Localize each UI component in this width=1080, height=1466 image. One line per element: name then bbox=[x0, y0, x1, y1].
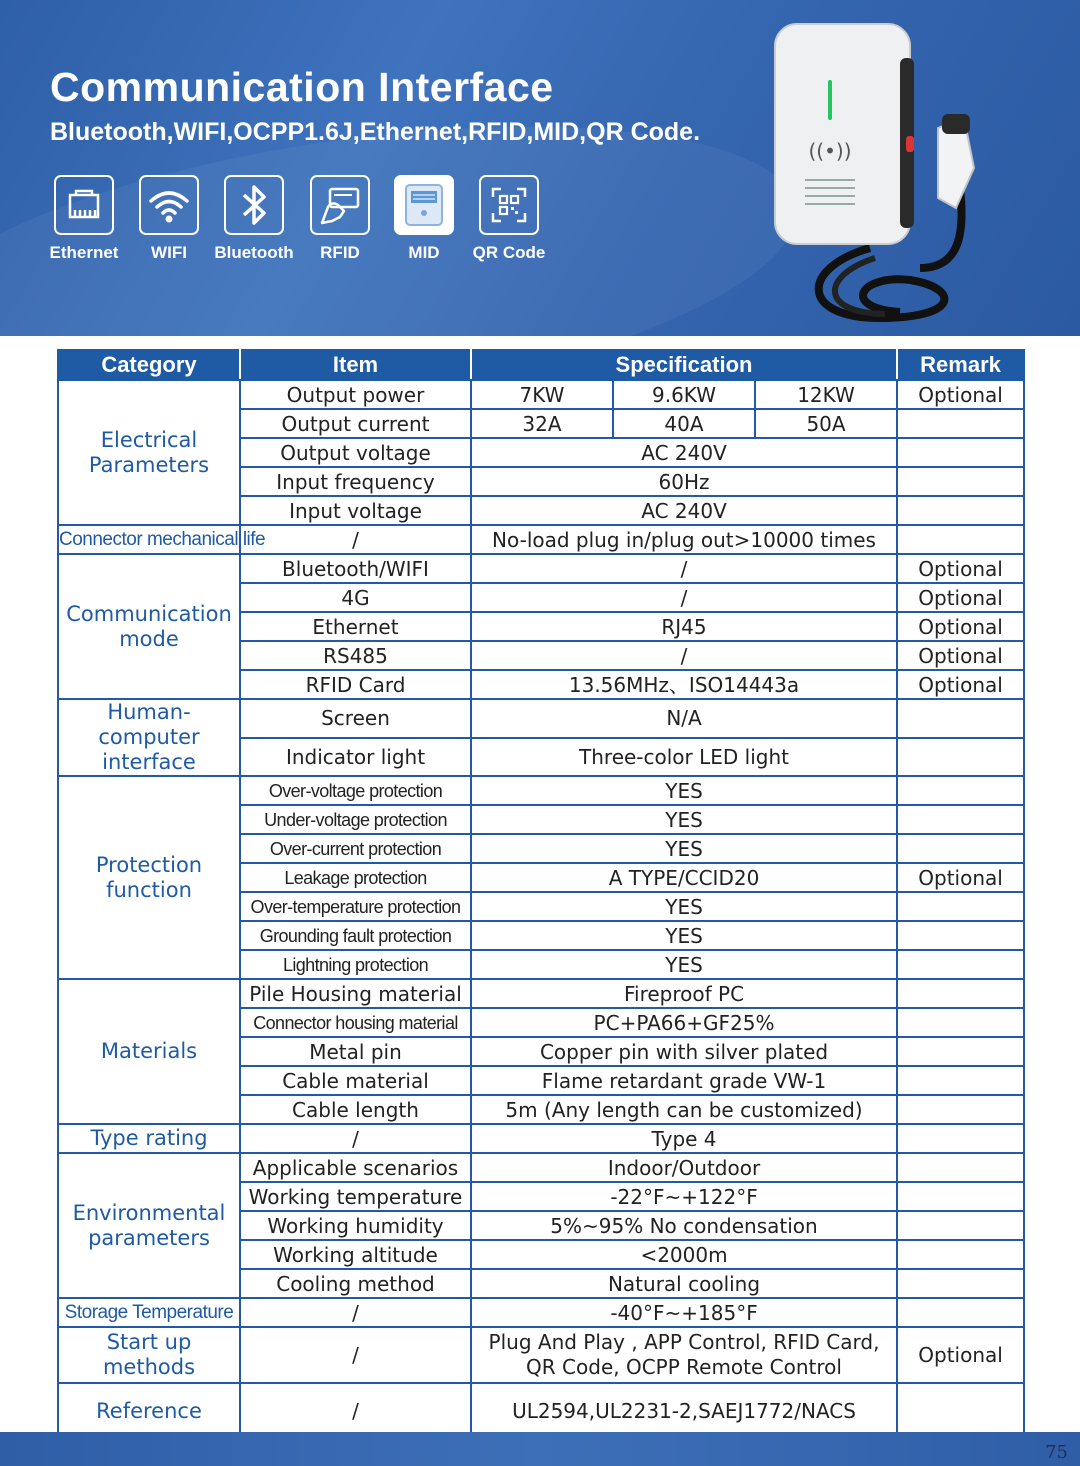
remark-cell bbox=[897, 892, 1024, 921]
remark-cell bbox=[897, 409, 1024, 438]
category-cell: Environmental parameters bbox=[58, 1153, 240, 1298]
spec-cell: Three-color LED light bbox=[471, 738, 897, 777]
remark-cell bbox=[897, 1240, 1024, 1269]
item-cell: Over-voltage protection bbox=[240, 776, 471, 805]
interface-mid bbox=[384, 175, 464, 263]
spec-cell: / bbox=[471, 583, 897, 612]
remark-cell bbox=[897, 525, 1024, 554]
qr-code-icon bbox=[479, 175, 539, 235]
remark-cell bbox=[897, 1124, 1024, 1153]
category-cell: Reference bbox=[58, 1383, 240, 1439]
remark-cell: Optional bbox=[897, 670, 1024, 699]
spec-cell: 13.56MHz、ISO14443a bbox=[471, 670, 897, 699]
spec-cell: / bbox=[471, 554, 897, 583]
remark-cell bbox=[897, 1269, 1024, 1298]
table-row bbox=[58, 525, 1024, 554]
remark-cell: Optional bbox=[897, 380, 1024, 409]
remark-cell bbox=[897, 1066, 1024, 1095]
spec-cell: <2000m bbox=[471, 1240, 897, 1269]
ethernet-icon bbox=[54, 175, 114, 235]
item-cell: Cable length bbox=[240, 1095, 471, 1124]
spec-cell: AC 240V bbox=[471, 496, 897, 525]
remark-cell bbox=[897, 699, 1024, 738]
header-remark: Remark bbox=[897, 350, 1024, 380]
remark-cell bbox=[897, 1383, 1024, 1439]
spec-cell: Copper pin with silver plated bbox=[471, 1037, 897, 1066]
item-cell: Output current bbox=[240, 409, 471, 438]
interface-rfid bbox=[300, 175, 380, 263]
remark-cell bbox=[897, 496, 1024, 525]
spec-cell: PC+PA66+GF25% bbox=[471, 1008, 897, 1037]
table-row bbox=[58, 699, 1024, 738]
item-cell: Working temperature bbox=[240, 1182, 471, 1211]
interface-qr bbox=[469, 175, 549, 263]
spec-cell: YES bbox=[471, 892, 897, 921]
remark-cell bbox=[897, 834, 1024, 863]
table-row bbox=[58, 776, 1024, 805]
spec-cell: YES bbox=[471, 776, 897, 805]
header-item: Item bbox=[240, 350, 471, 380]
interface-bluetooth bbox=[214, 175, 294, 263]
item-cell: Working humidity bbox=[240, 1211, 471, 1240]
footer-bar bbox=[0, 1432, 1080, 1466]
item-cell: Connector housing material bbox=[240, 1008, 471, 1037]
spec-cell: -40°F~+185°F bbox=[471, 1298, 897, 1327]
spec-cell: Natural cooling bbox=[471, 1269, 897, 1298]
item-cell: RFID Card bbox=[240, 670, 471, 699]
table-header-row bbox=[58, 350, 1024, 380]
remark-cell bbox=[897, 1153, 1024, 1182]
category-cell: Electrical Parameters bbox=[58, 380, 240, 525]
remark-cell: Optional bbox=[897, 612, 1024, 641]
header-category: Category bbox=[58, 350, 240, 380]
rfid-card-icon bbox=[310, 175, 370, 235]
category-cell: Protection function bbox=[58, 776, 240, 979]
spec-cell: YES bbox=[471, 921, 897, 950]
mid-meter-icon bbox=[394, 175, 454, 235]
item-cell: / bbox=[240, 525, 471, 554]
remark-cell bbox=[897, 921, 1024, 950]
spec-cell: Flame retardant grade VW-1 bbox=[471, 1066, 897, 1095]
table-row bbox=[58, 1383, 1024, 1439]
table-row bbox=[58, 979, 1024, 1008]
item-cell: Bluetooth/WIFI bbox=[240, 554, 471, 583]
remark-cell bbox=[897, 1298, 1024, 1327]
remark-cell bbox=[897, 438, 1024, 467]
item-cell: Lightning protection bbox=[240, 950, 471, 979]
interface-label: Ethernet bbox=[49, 243, 119, 262]
interface-label: Bluetooth bbox=[214, 243, 294, 262]
spec-cell: Type 4 bbox=[471, 1124, 897, 1153]
table-row bbox=[58, 1124, 1024, 1153]
spec-cell: 50A bbox=[755, 409, 897, 438]
spec-cell: No-load plug in/plug out>10000 times bbox=[471, 525, 897, 554]
interface-wifi bbox=[129, 175, 209, 263]
spec-cell: -22°F~+122°F bbox=[471, 1182, 897, 1211]
item-cell: Input voltage bbox=[240, 496, 471, 525]
header-banner bbox=[0, 0, 1080, 336]
spec-cell: 5m (Any length can be customized) bbox=[471, 1095, 897, 1124]
item-cell: Screen bbox=[240, 699, 471, 738]
ev-charger-image bbox=[760, 18, 1070, 330]
bluetooth-icon bbox=[224, 175, 284, 235]
remark-cell bbox=[897, 805, 1024, 834]
item-cell: Leakage protection bbox=[240, 863, 471, 892]
remark-cell bbox=[897, 1095, 1024, 1124]
item-cell: Grounding fault protection bbox=[240, 921, 471, 950]
item-cell: Over-current protection bbox=[240, 834, 471, 863]
remark-cell: Optional bbox=[897, 583, 1024, 612]
table-row bbox=[58, 1153, 1024, 1182]
remark-cell: Optional bbox=[897, 554, 1024, 583]
remark-cell: Optional bbox=[897, 1327, 1024, 1383]
spec-cell: 5%~95% No condensation bbox=[471, 1211, 897, 1240]
spec-cell: Fireproof PC bbox=[471, 979, 897, 1008]
category-cell: Start up methods bbox=[58, 1327, 240, 1383]
spec-cell: 7KW bbox=[471, 380, 613, 409]
remark-cell bbox=[897, 979, 1024, 1008]
remark-cell bbox=[897, 1008, 1024, 1037]
remark-cell bbox=[897, 776, 1024, 805]
specification-table bbox=[57, 349, 1025, 1440]
spec-cell: RJ45 bbox=[471, 612, 897, 641]
remark-cell bbox=[897, 1211, 1024, 1240]
remark-cell bbox=[897, 950, 1024, 979]
spec-cell: YES bbox=[471, 834, 897, 863]
item-cell: / bbox=[240, 1124, 471, 1153]
page-subtitle: Bluetooth,WIFI,OCPP1.6J,Ethernet,RFID,MID,QR Code. bbox=[50, 118, 701, 146]
item-cell: Applicable scenarios bbox=[240, 1153, 471, 1182]
item-cell: Ethernet bbox=[240, 612, 471, 641]
category-cell: Communication mode bbox=[58, 554, 240, 699]
item-cell: RS485 bbox=[240, 641, 471, 670]
wifi-icon bbox=[139, 175, 199, 235]
spec-cell: 32A bbox=[471, 409, 613, 438]
svg-text:((•)): ((•)) bbox=[808, 139, 852, 163]
spec-cell: 40A bbox=[613, 409, 755, 438]
interface-label: RFID bbox=[320, 243, 360, 262]
remark-cell bbox=[897, 1182, 1024, 1211]
remark-cell: Optional bbox=[897, 863, 1024, 892]
spec-cell: N/A bbox=[471, 699, 897, 738]
item-cell: / bbox=[240, 1327, 471, 1383]
spec-cell: / bbox=[471, 641, 897, 670]
item-cell: Cooling method bbox=[240, 1269, 471, 1298]
spec-cell: 12KW bbox=[755, 380, 897, 409]
interface-label: QR Code bbox=[472, 243, 546, 262]
category-cell: Connector mechanical life bbox=[58, 525, 240, 554]
item-cell: Under-voltage protection bbox=[240, 805, 471, 834]
spec-cell: 9.6KW bbox=[613, 380, 755, 409]
item-cell: Over-temperature protection bbox=[240, 892, 471, 921]
item-cell: Working altitude bbox=[240, 1240, 471, 1269]
interface-label: MID bbox=[408, 243, 440, 262]
spec-cell: Plug And Play , APP Control, RFID Card, QR Code, OCPP Remote Control bbox=[471, 1327, 897, 1383]
category-cell: Materials bbox=[58, 979, 240, 1124]
item-cell: Indicator light bbox=[240, 738, 471, 777]
item-cell: / bbox=[240, 1298, 471, 1327]
spec-cell: Indoor/Outdoor bbox=[471, 1153, 897, 1182]
header-specification: Specification bbox=[471, 350, 897, 380]
spec-cell: 60Hz bbox=[471, 467, 897, 496]
remark-cell bbox=[897, 467, 1024, 496]
item-cell: 4G bbox=[240, 583, 471, 612]
item-cell: Pile Housing material bbox=[240, 979, 471, 1008]
spec-cell: UL2594,UL2231-2,SAEJ1772/NACS bbox=[471, 1383, 897, 1439]
table-row bbox=[58, 554, 1024, 583]
remark-cell: Optional bbox=[897, 641, 1024, 670]
page-number: 75 bbox=[1045, 1442, 1068, 1463]
remark-cell bbox=[897, 1037, 1024, 1066]
interface-label: WIFI bbox=[151, 243, 187, 262]
category-cell: Type rating bbox=[58, 1124, 240, 1153]
spec-cell: YES bbox=[471, 805, 897, 834]
spec-cell: YES bbox=[471, 950, 897, 979]
spec-cell: A TYPE/CCID20 bbox=[471, 863, 897, 892]
spec-cell: AC 240V bbox=[471, 438, 897, 467]
item-cell: Input frequency bbox=[240, 467, 471, 496]
item-cell: Cable material bbox=[240, 1066, 471, 1095]
item-cell: Metal pin bbox=[240, 1037, 471, 1066]
item-cell: Output power bbox=[240, 380, 471, 409]
table-row bbox=[58, 380, 1024, 409]
remark-cell bbox=[897, 738, 1024, 777]
interface-ethernet bbox=[44, 175, 124, 263]
item-cell: / bbox=[240, 1383, 471, 1439]
category-cell: Human-computer interface bbox=[58, 699, 240, 776]
item-cell: Output voltage bbox=[240, 438, 471, 467]
category-cell: Storage Temperature bbox=[58, 1298, 240, 1327]
page-title: Communication Interface bbox=[50, 64, 554, 110]
table-row bbox=[58, 1327, 1024, 1383]
table-row bbox=[58, 1298, 1024, 1327]
